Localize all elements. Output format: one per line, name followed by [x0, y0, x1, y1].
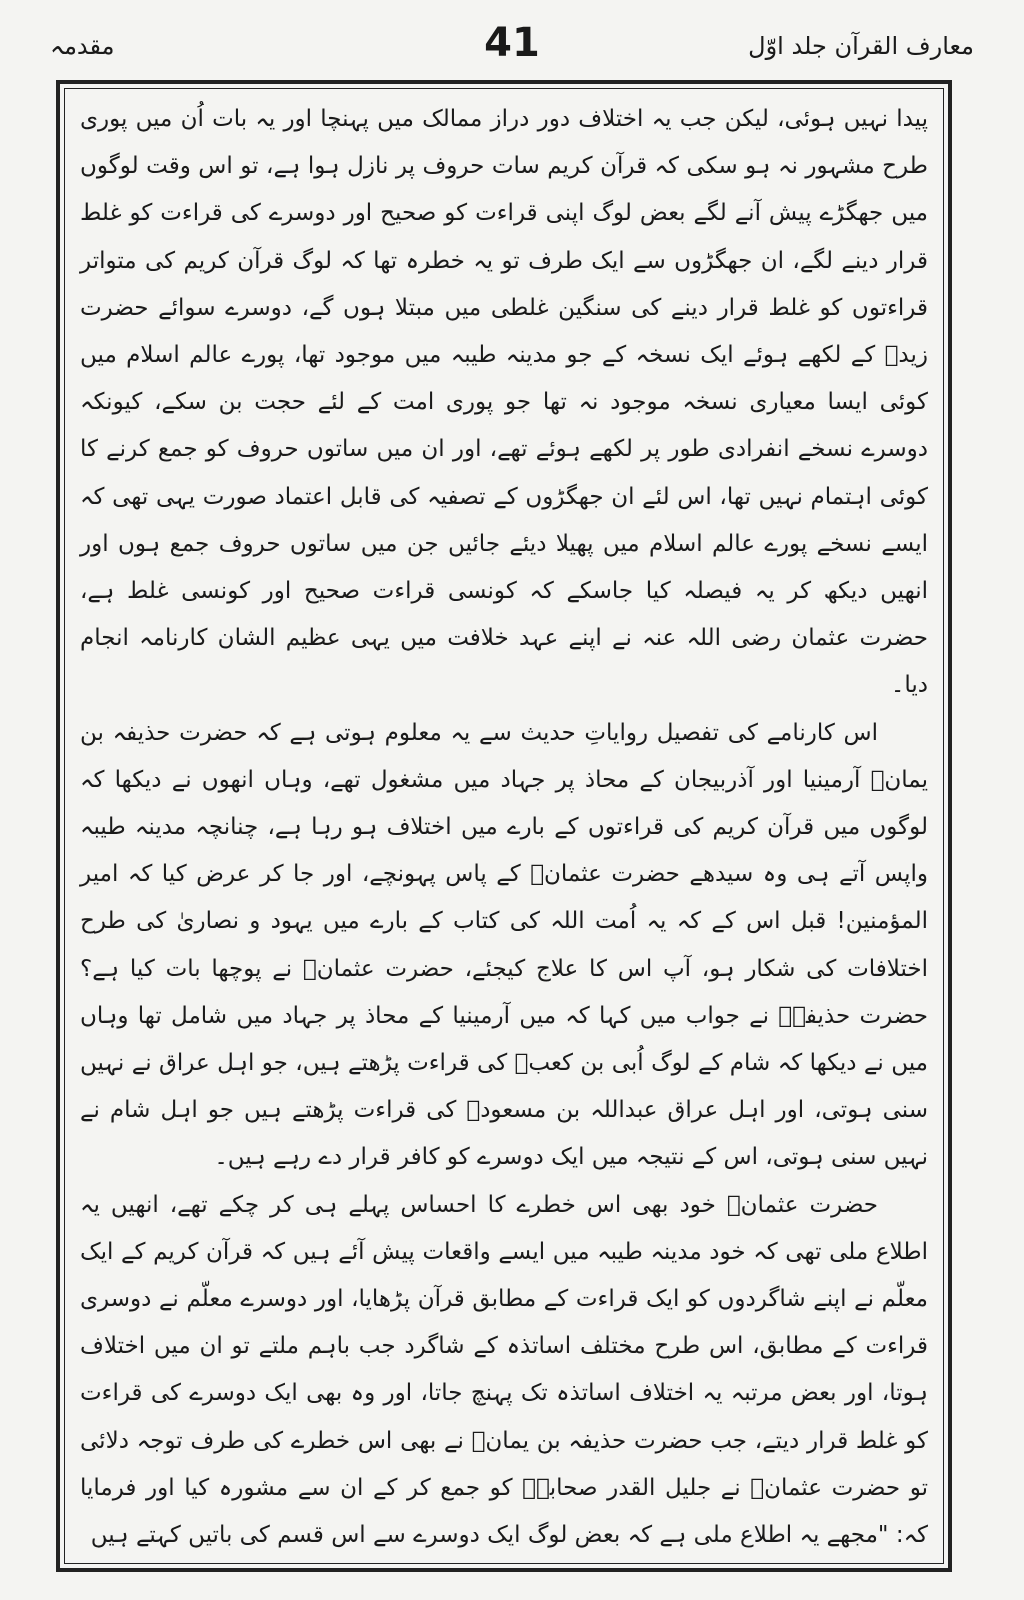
- paragraph-2: اس کارنامے کی تفصیل روایاتِ حدیث سے یہ معلوم ہوتی ہے کہ حضرت حذیفہ بن یمانؓ آرمینیا اور آذربیجان کے محاذ پر جہاد میں مشغول تھے، وہاں انھوں نے دیکھا کہ لوگوں میں قرآن کریم کی قراءتوں کے بارے میں اختلاف ہو رہا ہے، چنانچہ مدینہ طیبہ واپس آتے ہی وہ سیدھے حضرت عثمانؓ کے پاس پہونچے، اور جا کر عرض کیا کہ امیر المؤمنین! قبل اس کے کہ یہ اُمت اللہ کی کتاب کے بارے میں یہود و نصاریٰ کی طرح اختلافات کی شکار ہو، آپ اس کا علاج کیجئے، حضرت عثمانؓ نے پوچھا بات کیا ہے؟ حضرت حذیفہؓ نے جواب میں کہا کہ میں آرمینیا کے محاذ پر جہاد میں شامل تھا وہاں میں نے دیکھا کہ شام کے لوگ اُبی بن کعبؓ کی قراءت پڑھتے ہیں، جو اہل عراق نے نہیں سنی ہوتی، اور اہل عراق عبداللہ بن مسعودؓ کی قراءت پڑھتے ہیں جو اہل شام نے نہیں سنی ہوتی، اس کے نتیجہ میں ایک دوسرے کو کافر قرار دے رہے ہیں۔: [80, 719, 928, 1171]
- page-number: 41: [484, 20, 540, 66]
- section-title: مقدمہ: [50, 32, 115, 60]
- running-title: معارف القرآن جلد اوّل: [748, 32, 974, 60]
- paragraph-3: حضرت عثمانؓ خود بھی اس خطرے کا احساس پہلے ہی کر چکے تھے، انھیں یہ اطلاع ملی تھی کہ خود مدینہ طیبہ میں ایسے واقعات پیش آئے ہیں کہ قرآن کریم کے ایک معلّم نے اپنے شاگردوں کو ایک قراءت کے مطابق قرآن پڑھایا، اور دوسرے معلّم نے دوسری قراءت کے مطابق، اس طرح مختلف اساتذہ کے شاگرد جب باہم ملتے تو ان میں اختلاف ہوتا، اور بعض مرتبہ یہ اختلاف اساتذہ تک پہنچ جاتا، اور وہ بھی ایک دوسرے کی قراءت کو غلط قرار دیتے، جب حضرت حذیفہ بن یمانؓ نے بھی اس خطرے کی طرف توجہ دلائی تو حضرت عثمانؓ نے جلیل القدر صحابہؓ کو جمع کر کے ان سے مشورہ کیا اور فرمایا کہ: "مجھے یہ اطلاع ملی ہے کہ بعض لوگ ایک دوسرے سے اس قسم کی باتیں کہتے ہیں: [80, 1191, 928, 1549]
- paragraph-1: پیدا نہیں ہوئی، لیکن جب یہ اختلاف دور دراز ممالک میں پہنچا اور یہ بات اُن میں پوری طرح مشہور نہ ہو سکی کہ قرآن کریم سات حروف پر نازل ہوا ہے، تو اس وقت لوگوں میں جھگڑے پیش آنے لگے بعض لوگ اپنی قراءت کو صحیح اور دوسرے کی قراءت کو غلط قرار دینے لگے، ان جھگڑوں سے ایک طرف تو یہ خطرہ تھا کہ لوگ قرآن کریم کی متواتر قراءتوں کو غلط قرار دینے کی سنگین غلطی میں مبتلا ہوں گے، دوسرے سوائے حضرت زیدؓ کے لکھے ہوئے ایک نسخہ کے جو مدینہ طیبہ میں موجود تھا، پورے عالم اسلام میں کوئی ایسا معیاری نسخہ موجود نہ تھا جو پوری امت کے لئے حجت بن سکے، کیونکہ دوسرے نسخے انفرادی طور پر لکھے ہوئے تھے، اور ان میں ساتوں حروف کو جمع کرنے کا کوئی اہتمام نہیں تھا، اس لئے ان جھگڑوں کے تصفیہ کی قابل اعتماد صورت یہی تھی کہ ایسے نسخے پورے عالم اسلام میں پھیلا دیئے جائیں جن میں ساتوں حروف جمع ہوں اور انھیں دیکھ کر یہ فیصلہ کیا جاسکے کہ کونسی قراءت صحیح اور کونسی غلط ہے، حضرت عثمان رضی اللہ عنہ نے اپنے عہد خلافت میں یہی عظیم الشان کارنامہ انجام دیا۔: [80, 106, 928, 699]
- body-text: [80, 96, 928, 1556]
- page-header: [40, 22, 984, 72]
